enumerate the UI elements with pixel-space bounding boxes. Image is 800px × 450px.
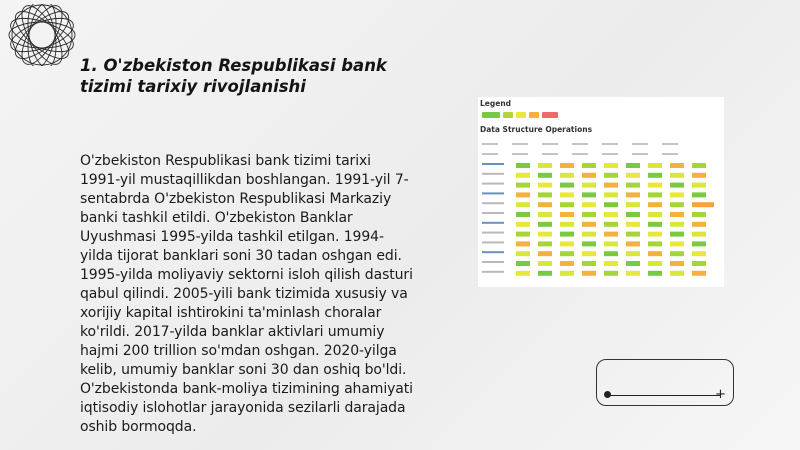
grid-header bbox=[662, 143, 678, 145]
plus-icon: + bbox=[715, 387, 726, 402]
grid-cell bbox=[670, 251, 684, 256]
complexity-grid bbox=[478, 135, 724, 287]
grid-cell bbox=[626, 173, 640, 178]
grid-cell bbox=[692, 192, 706, 197]
grid-cell bbox=[538, 261, 552, 266]
grid-cell bbox=[648, 232, 662, 237]
grid-cell bbox=[516, 241, 530, 246]
grid-header bbox=[662, 153, 678, 155]
grid-cell bbox=[648, 212, 662, 217]
grid-cell bbox=[626, 212, 640, 217]
grid-cell bbox=[692, 202, 714, 207]
grid-header bbox=[542, 143, 558, 145]
grid-cell bbox=[538, 251, 552, 256]
grid-cell bbox=[670, 183, 684, 188]
grid-row-label bbox=[482, 241, 504, 243]
grid-cell bbox=[582, 251, 596, 256]
grid-cell bbox=[692, 271, 706, 276]
slide-body-text: O'zbekiston Respublikasi bank tizimi tarixi 1991-yil mustaqillikdan boshlangan. 1991-yil 7-sentabrda O'zbekiston Respublikasi Markaziy banki tashkil etildi. O'zbekiston Banklar Uyushmasi 1995-yilda tashkil etilgan. 1994-yilda tijorat banklari soni 30 tadan oshgan edi. 1995-yilda moliyaviy sektorni isloh qilish dasturi qabul qilindi. 2005-yili bank tizimida xususiy va xorijiy kapital ishtirokini ta'minlash choralar ko'rildi. 2017-yilda banklar aktivlari umumiy hajmi 200 trillion so'mdan oshgan. 2020-yilga kelib, umumiy banklar soni 30 dan oshiq bo'ldi. O'zbekistonda bank-moliya tizimining ahamiyati iqtisodiy islohotlar jarayonida sezilarli darajada oshib bormoqda. bbox=[80, 153, 413, 435]
grid-cell bbox=[560, 183, 574, 188]
grid-cell bbox=[560, 222, 574, 227]
grid-cell bbox=[560, 232, 574, 237]
grid-cell bbox=[516, 271, 530, 276]
grid-row-label bbox=[482, 261, 504, 263]
grid-cell bbox=[516, 163, 530, 168]
data-structure-operations-image bbox=[478, 97, 724, 287]
legend-swatch bbox=[482, 112, 500, 118]
grid-cell bbox=[692, 163, 706, 168]
grid-cell bbox=[648, 163, 662, 168]
grid-row-label bbox=[482, 212, 504, 214]
grid-cell bbox=[626, 192, 640, 197]
grid-cell bbox=[626, 271, 640, 276]
grid-cell bbox=[692, 183, 706, 188]
grid-cell bbox=[582, 241, 596, 246]
grid-cell bbox=[648, 261, 662, 266]
grid-cell bbox=[516, 192, 530, 197]
grid-cell bbox=[516, 232, 530, 237]
legend-swatch bbox=[516, 112, 526, 118]
timeline-widget bbox=[596, 359, 734, 406]
grid-header bbox=[512, 143, 528, 145]
grid-cell bbox=[560, 241, 574, 246]
grid-header bbox=[632, 153, 648, 155]
grid-cell bbox=[692, 251, 706, 256]
timeline-line bbox=[609, 395, 721, 396]
grid-cell bbox=[604, 202, 618, 207]
grid-cell bbox=[648, 173, 662, 178]
grid-cell bbox=[582, 183, 596, 188]
legend-title: Legend bbox=[480, 99, 512, 108]
grid-cell bbox=[626, 261, 640, 266]
grid-cell bbox=[648, 222, 662, 227]
grid-cell bbox=[692, 232, 706, 237]
grid-row-label bbox=[482, 232, 504, 234]
grid-cell bbox=[604, 163, 618, 168]
grid-cell bbox=[670, 241, 684, 246]
grid-header bbox=[602, 153, 618, 155]
grid-row-label bbox=[482, 222, 504, 224]
grid-header bbox=[632, 143, 648, 145]
grid-cell bbox=[560, 192, 574, 197]
grid-cell bbox=[560, 261, 574, 266]
grid-cell bbox=[670, 222, 684, 227]
grid-cell bbox=[516, 251, 530, 256]
grid-cell bbox=[604, 232, 618, 237]
grid-cell bbox=[582, 232, 596, 237]
grid-row-label bbox=[482, 163, 504, 165]
grid-cell bbox=[516, 261, 530, 266]
grid-cell bbox=[516, 202, 530, 207]
grid-header bbox=[482, 153, 498, 155]
grid-cell bbox=[604, 271, 618, 276]
dot-icon bbox=[604, 391, 611, 398]
legend-swatch bbox=[503, 112, 513, 118]
grid-header bbox=[572, 153, 588, 155]
grid-cell bbox=[692, 173, 706, 178]
grid-cell bbox=[626, 241, 640, 246]
grid-cell bbox=[538, 241, 552, 246]
legend-swatch bbox=[542, 112, 558, 118]
grid-cell bbox=[604, 192, 618, 197]
grid-cell bbox=[648, 271, 662, 276]
grid-cell bbox=[516, 183, 530, 188]
grid-cell bbox=[670, 163, 684, 168]
grid-cell bbox=[560, 173, 574, 178]
grid-cell bbox=[626, 222, 640, 227]
grid-cell bbox=[604, 222, 618, 227]
legend-swatches bbox=[482, 112, 558, 118]
grid-cell bbox=[670, 271, 684, 276]
grid-cell bbox=[604, 212, 618, 217]
grid-cell bbox=[626, 163, 640, 168]
grid-cell bbox=[582, 163, 596, 168]
grid-row-label bbox=[482, 271, 504, 273]
grid-header bbox=[512, 153, 528, 155]
grid-cell bbox=[670, 212, 684, 217]
grid-cell bbox=[582, 202, 596, 207]
grid-cell bbox=[538, 163, 552, 168]
grid-cell bbox=[560, 212, 574, 217]
grid-cell bbox=[670, 261, 684, 266]
grid-cell bbox=[604, 183, 618, 188]
grid-cell bbox=[648, 192, 662, 197]
grid-cell bbox=[604, 251, 618, 256]
grid-cell bbox=[560, 251, 574, 256]
grid-cell bbox=[692, 212, 706, 217]
image-heading: Data Structure Operations bbox=[480, 125, 593, 134]
grid-cell bbox=[648, 241, 662, 246]
grid-header bbox=[572, 143, 588, 145]
grid-cell bbox=[582, 222, 596, 227]
grid-cell bbox=[670, 232, 684, 237]
grid-cell bbox=[670, 202, 684, 207]
grid-cell bbox=[560, 163, 574, 168]
circular-line-art-logo-icon bbox=[4, 4, 80, 66]
grid-cell bbox=[604, 173, 618, 178]
grid-cell bbox=[692, 222, 706, 227]
grid-cell bbox=[582, 212, 596, 217]
grid-cell bbox=[648, 183, 662, 188]
grid-cell bbox=[692, 261, 706, 266]
grid-cell bbox=[648, 251, 662, 256]
grid-cell bbox=[516, 173, 530, 178]
grid-cell bbox=[582, 271, 596, 276]
slide-title: 1. O'zbekiston Respublikasi bank tizimi tarixiy rivojlanishi bbox=[80, 56, 387, 96]
grid-cell bbox=[538, 232, 552, 237]
grid-cell bbox=[538, 192, 552, 197]
grid-cell bbox=[538, 173, 552, 178]
grid-cell bbox=[670, 192, 684, 197]
grid-cell bbox=[516, 212, 530, 217]
grid-row-label bbox=[482, 173, 504, 175]
legend-swatch bbox=[529, 112, 539, 118]
grid-header bbox=[602, 143, 618, 145]
grid-cell bbox=[626, 232, 640, 237]
grid-cell bbox=[538, 222, 552, 227]
grid-cell bbox=[582, 261, 596, 266]
grid-cell bbox=[582, 192, 596, 197]
grid-cell bbox=[626, 183, 640, 188]
grid-cell bbox=[626, 251, 640, 256]
grid-cell bbox=[538, 271, 552, 276]
grid-cell bbox=[538, 183, 552, 188]
grid-cell bbox=[692, 241, 706, 246]
grid-header bbox=[542, 153, 558, 155]
grid-cell bbox=[560, 202, 574, 207]
grid-header bbox=[482, 143, 498, 145]
grid-cell bbox=[604, 261, 618, 266]
grid-cell bbox=[648, 202, 662, 207]
grid-cell bbox=[604, 241, 618, 246]
grid-cell bbox=[516, 222, 530, 227]
grid-row-label bbox=[482, 251, 504, 253]
grid-row-label bbox=[482, 202, 504, 204]
grid-cell bbox=[626, 202, 640, 207]
grid-cell bbox=[670, 173, 684, 178]
grid-row-label bbox=[482, 192, 504, 194]
grid-cell bbox=[538, 212, 552, 217]
grid-cell bbox=[582, 173, 596, 178]
grid-row-label bbox=[482, 183, 504, 185]
grid-cell bbox=[538, 202, 552, 207]
grid-cell bbox=[560, 271, 574, 276]
